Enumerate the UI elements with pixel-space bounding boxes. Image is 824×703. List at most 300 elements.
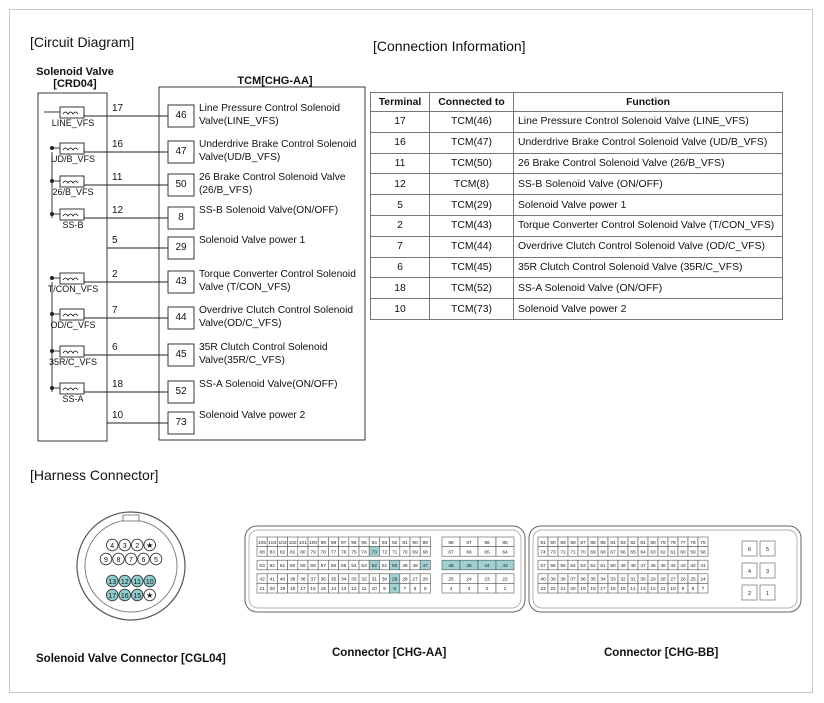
- connector-pin-label: 70: [402, 550, 408, 556]
- connector-pin-label: 7: [701, 587, 705, 593]
- junction-dot: [50, 386, 54, 390]
- connector-pin: [119, 589, 131, 601]
- connected-to-cell: TCM(47): [430, 132, 514, 153]
- terminal-number: 6: [112, 342, 118, 353]
- connector-pin: [588, 537, 598, 547]
- connector-pin-label: 56: [550, 564, 556, 569]
- circuit-diagram-title: [Circuit Diagram]: [30, 34, 135, 50]
- connector-pin-label: 58: [310, 564, 316, 569]
- connector-pin-label: 41: [269, 577, 275, 583]
- tcm-pin-number: 44: [175, 312, 187, 323]
- connector-pin-label: 38: [300, 577, 306, 583]
- connector-pin-label: 33: [610, 577, 616, 583]
- connector-pin: [410, 537, 420, 547]
- connector-pin-label: 24: [700, 577, 706, 583]
- connector-pin: [277, 560, 287, 570]
- connector-pin-label: 42: [259, 577, 265, 583]
- connector-pin-label: 77: [330, 550, 337, 556]
- connector-pin: [568, 547, 578, 557]
- tcm-function-label: Overdrive Clutch Control Solenoid Valve(OD/C_VFS): [199, 305, 354, 329]
- connector-pin-label: 15: [620, 587, 626, 593]
- connector-pin-label: 69: [590, 550, 596, 556]
- tcm-function-label: SS-B Solenoid Valve(ON/OFF): [199, 205, 339, 216]
- connector-pin-label: 27: [412, 577, 418, 583]
- connector-pin: [608, 537, 618, 547]
- connector-pin: [548, 537, 558, 547]
- connector-pin: [359, 560, 369, 570]
- junction-dot: [50, 349, 54, 353]
- connector-pin-label: 46: [650, 564, 656, 569]
- connector-pin-label: 44: [670, 564, 676, 569]
- connector-pin: [328, 560, 338, 570]
- connector-pin: [369, 583, 379, 593]
- connector-pin: [648, 574, 658, 584]
- connector-pin-label: 6: [141, 556, 146, 564]
- connector-pin-label: 3: [765, 569, 770, 575]
- connector-pin: [119, 539, 131, 551]
- connector-pin: [420, 537, 430, 547]
- connector-pin: [131, 539, 143, 551]
- tcm-pin-number: 8: [178, 212, 184, 223]
- connector-chg-aa: [244, 525, 526, 615]
- tcm-function-label: Solenoid Valve power 1: [199, 235, 306, 246]
- connector-pin-label: 46: [448, 564, 454, 569]
- connector-pin-label: 96: [351, 540, 357, 546]
- connector-pin: [538, 574, 548, 584]
- connector-pin: [125, 553, 137, 565]
- connector-pin: [267, 583, 277, 593]
- connector-pin-label: 29: [650, 577, 656, 583]
- connector-pin: [688, 560, 698, 570]
- connector-pin: [339, 547, 349, 557]
- tcm-pin-number: 50: [175, 179, 187, 190]
- connector-pin: [318, 537, 328, 547]
- terminal-number: 16: [112, 139, 124, 150]
- connector-pin: [658, 560, 668, 570]
- connector-pin: [328, 583, 338, 593]
- junction-dot: [50, 312, 54, 316]
- blank-pin: [144, 539, 156, 551]
- connector-pin-label: 18: [290, 587, 296, 593]
- tcm-function-label: Solenoid Valve power 2: [199, 410, 306, 421]
- connector-pin: [578, 547, 588, 557]
- connector-pin-label: 18: [590, 587, 596, 593]
- connector-pin-label: 22: [502, 577, 508, 583]
- table-row: [371, 174, 783, 195]
- solenoid-label: SS-B: [62, 220, 84, 230]
- connector-pin-label: 72: [381, 550, 388, 556]
- connector-pin-label: 62: [660, 550, 666, 556]
- table-row: [371, 257, 783, 278]
- connector-pin-label: 102: [288, 540, 297, 546]
- connector-pin-label: 36: [580, 577, 586, 583]
- connector-pin-label: 61: [670, 550, 676, 556]
- connector-pin-label: 78: [320, 550, 326, 556]
- connected-to-cell: TCM(44): [430, 236, 514, 257]
- connector-pin-label: 4: [449, 587, 453, 593]
- connector-pin: [328, 574, 338, 584]
- connector-pin-label: 68: [422, 550, 428, 556]
- connector-pin-label: 100: [309, 540, 318, 546]
- connector-pin: [267, 547, 277, 557]
- connector-pin-label: 55: [341, 564, 347, 569]
- connector-pin: [478, 537, 496, 547]
- connector-pin: [119, 575, 131, 587]
- connector-pin-label: 71: [392, 550, 398, 556]
- connector-pin: [598, 547, 608, 557]
- connector-pin-label: 81: [640, 540, 646, 546]
- connector-pin: [678, 560, 688, 570]
- connector-pin: [460, 560, 478, 570]
- table-row: [371, 132, 783, 153]
- connector-pin-label: 10: [145, 578, 154, 586]
- connector-pin: [298, 537, 308, 547]
- connector-pin: [379, 547, 389, 557]
- connector-pin-label: 86: [484, 540, 490, 546]
- connector-pin: [608, 547, 618, 557]
- terminal-number: 10: [112, 410, 124, 421]
- connector-pin-label: 54: [351, 564, 357, 569]
- connector-pin-label: 66: [466, 550, 472, 556]
- connector-pin-label: 70: [580, 550, 586, 556]
- connector-pin-label: 67: [448, 550, 454, 556]
- connector-pin-label: 57: [540, 564, 546, 569]
- connector-pin: [588, 574, 598, 584]
- connector-pin: [349, 547, 359, 557]
- connector-pin-label: 37: [310, 577, 316, 583]
- connector-pin: [257, 537, 267, 547]
- connector-pin: [478, 547, 496, 557]
- connector-pin-label: 2: [747, 591, 752, 597]
- connector-pin-label: 59: [690, 550, 696, 556]
- connector-pin-label: 87: [466, 540, 472, 546]
- connector-pin-label: 101: [298, 540, 307, 546]
- connector-pin-label: 12: [650, 587, 656, 593]
- connector-pin: [538, 537, 548, 547]
- connector-pin-label: 86: [590, 540, 596, 546]
- connector-pin-label: 76: [341, 550, 347, 556]
- connector-pin-label: 73: [550, 550, 556, 556]
- connector-pin: [410, 583, 420, 593]
- connector-pin: [618, 560, 628, 570]
- connector-pin: [150, 553, 162, 565]
- terminal-cell: 5: [371, 195, 430, 216]
- connector-pin: [349, 574, 359, 584]
- connector-pin: [339, 560, 349, 570]
- connector-pin-label: 89: [422, 540, 428, 546]
- connector-pin-label: 60: [680, 550, 686, 556]
- function-cell: SS-B Solenoid Valve (ON/OFF): [514, 174, 783, 195]
- table-row: [371, 215, 783, 236]
- junction-dot: [50, 212, 54, 216]
- connector-pin-label: 6: [747, 547, 752, 553]
- connector-pin: [608, 574, 618, 584]
- connector-pin-label: 43: [680, 564, 686, 569]
- connector-pin-label: 82: [630, 540, 636, 546]
- connector-pin-label: 23: [540, 587, 546, 593]
- connector-pin: [113, 553, 125, 565]
- function-cell: Torque Converter Control Solenoid Valve (T/CON_VFS): [514, 215, 783, 236]
- connector-pin: [410, 574, 420, 584]
- connected-to-cell: TCM(46): [430, 112, 514, 133]
- connector-pin-label: 53: [580, 564, 586, 569]
- connector-pin: [608, 560, 618, 570]
- connector-pin: [328, 537, 338, 547]
- function-cell: Overdrive Clutch Control Solenoid Valve (OD/C_VFS): [514, 236, 783, 257]
- connector-pin: [496, 537, 514, 547]
- connector-pin-label: 11: [361, 587, 367, 593]
- connector-pin-label: 12: [120, 578, 129, 586]
- connector-pin-label: 51: [600, 564, 606, 569]
- connector-pin-label: 73: [371, 550, 377, 556]
- connector-pin-label: 26: [680, 577, 686, 583]
- connector-pin-label: 67: [610, 550, 616, 556]
- connector-pin-label: 12: [351, 587, 357, 593]
- terminal-number: 2: [112, 269, 118, 280]
- connector-pin-label: 57: [320, 564, 326, 569]
- connector-pin: [648, 560, 658, 570]
- tcm-pin-number: 47: [175, 146, 187, 157]
- connector-pin: [460, 574, 478, 584]
- connector-pin-label: 62: [269, 564, 275, 569]
- connector-pin: [678, 537, 688, 547]
- connector-pin-label: 3: [467, 587, 471, 593]
- connector-pin-label: 65: [630, 550, 636, 556]
- connector-pin: [379, 583, 389, 593]
- connector-pin-label: 90: [550, 540, 556, 546]
- connector-pin-label: 40: [279, 577, 286, 583]
- connector-pin-label: 71: [570, 550, 576, 556]
- connector-pin-label: 69: [412, 550, 418, 556]
- connector-pin: [420, 547, 430, 557]
- connector-pin: [668, 583, 678, 593]
- connector-pin: [288, 537, 298, 547]
- connector-pin: [618, 583, 628, 593]
- connector-pin-label: 8: [393, 587, 397, 593]
- connector-pin: [410, 547, 420, 557]
- connector-pin: [678, 583, 688, 593]
- connector-pin-label: 104: [268, 540, 277, 546]
- connector-pin-label: 29: [392, 577, 398, 583]
- connector-pin: [496, 574, 514, 584]
- tcm-pin-number: 29: [175, 242, 187, 253]
- connector-pin-label: 81: [290, 550, 296, 556]
- connector-pin: [668, 537, 678, 547]
- connector-pin: [308, 583, 318, 593]
- connector-pin: [106, 539, 118, 551]
- connector-pin-label: 90: [412, 540, 418, 546]
- connector-pin-label: 10: [371, 587, 377, 593]
- connector-pin-label: 45: [466, 564, 472, 569]
- connector-pin: [442, 547, 460, 557]
- connector-pin-label: 54: [570, 564, 576, 569]
- tcm-pin-number: 73: [175, 417, 187, 428]
- connector-pin: [277, 547, 287, 557]
- connector-pin: [359, 547, 369, 557]
- connector-pin-label: 50: [610, 564, 616, 569]
- connector-pin-label: 88: [570, 540, 576, 546]
- connector-pin: [106, 575, 118, 587]
- connector-pin-label: 75: [700, 540, 706, 546]
- connector-pin-label: 17: [108, 592, 117, 600]
- connector-pin: [538, 583, 548, 593]
- connector-pin: [588, 560, 598, 570]
- connector-pin-label: 15: [133, 592, 142, 600]
- connector-pin-label: 20: [570, 587, 576, 593]
- connector-pin: [760, 585, 775, 600]
- connector-pin-label: 48: [630, 564, 636, 569]
- connector-pin-label: 83: [269, 550, 275, 556]
- harness-connector-title: [Harness Connector]: [30, 467, 159, 483]
- connector-pin: [288, 583, 298, 593]
- connector-pin: [496, 560, 514, 570]
- tcm-function-label: 35R Clutch Control Solenoid Valve(35R/C_VFS): [199, 342, 328, 366]
- connector-pin: [598, 583, 608, 593]
- tcm-function-label: Underdrive Brake Control Solenoid Valve(UD/B_VFS): [199, 139, 357, 163]
- connector-pin-label: 10: [670, 587, 676, 593]
- table-row: [371, 278, 783, 299]
- connector-pin-label: 34: [600, 577, 606, 583]
- connector-pin-label: 85: [600, 540, 606, 546]
- connector-pin: [298, 574, 308, 584]
- connector-pin: [390, 583, 400, 593]
- connector-pin-label: 13: [341, 587, 347, 593]
- table-row: [371, 236, 783, 257]
- connector-pin-label: 14: [330, 587, 337, 593]
- connector-pin-label: 74: [361, 550, 367, 556]
- connector-pin-label: 4: [747, 569, 752, 575]
- table-header-function: Function: [514, 93, 783, 112]
- connection-info-title: [Connection Information]: [373, 38, 526, 54]
- connector-pin: [658, 537, 668, 547]
- connector-pin: [618, 574, 628, 584]
- connector-pin: [638, 574, 648, 584]
- connector-pin-label: 85: [502, 540, 508, 546]
- connector-pin: [598, 537, 608, 547]
- connector-pin-label: 25: [448, 577, 454, 583]
- connector-pin-label: 63: [650, 550, 656, 556]
- connector-pin-label: 32: [620, 577, 626, 583]
- connector-pin-label: 31: [630, 577, 636, 583]
- connector-pin-label: 2: [135, 542, 140, 550]
- connector-pin: [648, 537, 658, 547]
- connector-pin-label: 25: [690, 577, 696, 583]
- function-cell: SS-A Solenoid Valve (ON/OFF): [514, 278, 783, 299]
- connector-pin-label: 52: [590, 564, 596, 569]
- connector-pin: [598, 560, 608, 570]
- connector-pin: [618, 547, 628, 557]
- connector-pin: [678, 547, 688, 557]
- connector-pin-label: 88: [448, 540, 454, 546]
- solenoid-valve-code: [CRD04]: [53, 78, 97, 90]
- terminal-number: 7: [112, 305, 118, 316]
- connector-pin: [390, 574, 400, 584]
- connector-pin: [638, 560, 648, 570]
- tcm-function-label: SS-A Solenoid Valve(ON/OFF): [199, 379, 338, 390]
- connector-pin-label: 61: [279, 564, 286, 569]
- connector-pin-label: 9: [383, 587, 386, 593]
- connector-pin: [678, 574, 688, 584]
- connector-pin-label: 8: [116, 556, 121, 564]
- function-cell: 26 Brake Control Solenoid Valve (26/B_VFS): [514, 153, 783, 174]
- connector-pin-label: 47: [640, 564, 646, 569]
- connector-pin: [742, 563, 757, 578]
- connector-pin-label: 7: [403, 587, 407, 593]
- connector-pin: [257, 560, 267, 570]
- connector-pin: [478, 574, 496, 584]
- connector-pin-label: 41: [700, 564, 706, 569]
- connector-pin: [742, 541, 757, 556]
- connector-pin-label: 30: [640, 577, 646, 583]
- connector-pin: [688, 547, 698, 557]
- connector-pin: [288, 547, 298, 557]
- solenoid-label: 26/B_VFS: [52, 187, 94, 197]
- connector-pin: [628, 560, 638, 570]
- connector-pin-label: 91: [402, 540, 408, 546]
- connector-pin-label: 53: [361, 564, 367, 569]
- connector-pin-label: 40: [540, 577, 546, 583]
- connector-pin-label: 58: [700, 550, 706, 556]
- tcm-pin-number: 46: [175, 110, 187, 121]
- connector-pin-label: 47: [422, 564, 428, 569]
- connector-pin: [598, 574, 608, 584]
- connector-pin: [496, 583, 514, 593]
- connector-pin-label: 6: [413, 587, 417, 593]
- connector-pin: [760, 563, 775, 578]
- connector-pin-label: 74: [540, 550, 546, 556]
- connector-pin-label: 34: [341, 577, 347, 583]
- terminal-cell: 16: [371, 132, 430, 153]
- connector-pin-label: 28: [402, 577, 408, 583]
- connector-pin: [628, 537, 638, 547]
- terminal-number: 5: [112, 235, 118, 246]
- connector-pin-label: 59: [300, 564, 306, 569]
- connector-pin: [698, 537, 708, 547]
- connector-pin-label: ★: [146, 590, 154, 600]
- tcm-pin-number: 45: [175, 349, 187, 360]
- solenoid-valve-name: Solenoid Valve: [36, 66, 114, 78]
- connector-pin: [478, 560, 496, 570]
- connector-pin: [400, 560, 410, 570]
- function-cell: Solenoid Valve power 2: [514, 299, 783, 320]
- connector-pin-label: 31: [371, 577, 377, 583]
- connector-pin: [558, 537, 568, 547]
- table-header-connected-to: Connected to: [430, 93, 514, 112]
- connector-pin-label: 37: [570, 577, 576, 583]
- connector-pin: [359, 537, 369, 547]
- connector-pin-label: 1: [503, 587, 507, 593]
- connector-pin-label: 80: [650, 540, 656, 546]
- connector-pin: [390, 547, 400, 557]
- connector-pin: [558, 583, 568, 593]
- connector-pin: [538, 560, 548, 570]
- caption-cgl04: Solenoid Valve Connector [CGL04]: [36, 653, 226, 665]
- terminal-cell: 2: [371, 215, 430, 236]
- connector-pin-label: 48: [412, 564, 418, 569]
- connector-pin: [308, 537, 318, 547]
- tcm-function-label: Torque Converter Control Solenoid Valve (T/CON_VFS): [199, 269, 356, 293]
- connector-pin-label: 9: [104, 556, 108, 564]
- connector-pin: [442, 537, 460, 547]
- connected-to-cell: TCM(29): [430, 195, 514, 216]
- connector-pin: [548, 547, 558, 557]
- connector-pin-label: 39: [550, 577, 556, 583]
- connector-pin: [648, 583, 658, 593]
- connector-pin: [688, 583, 698, 593]
- connector-pin-label: 2: [485, 587, 489, 593]
- connector-pin-label: 89: [560, 540, 566, 546]
- solenoid-label: OD/C_VFS: [50, 320, 96, 330]
